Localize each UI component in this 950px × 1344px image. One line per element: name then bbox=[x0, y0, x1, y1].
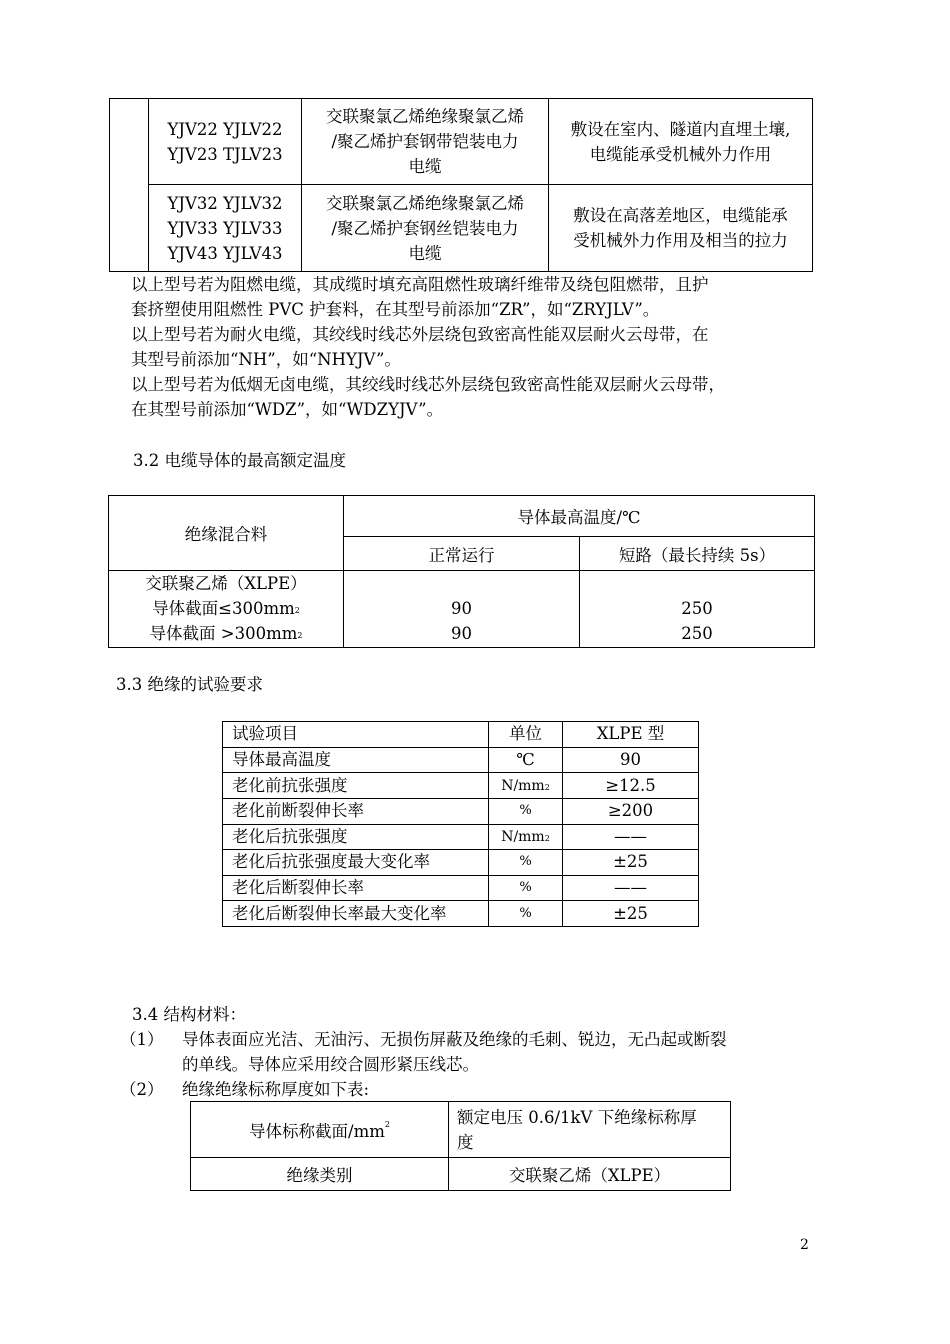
material-cell bbox=[109, 571, 344, 648]
unit: % bbox=[489, 850, 563, 876]
table-row bbox=[223, 901, 699, 927]
note-line: 套挤塑使用阻燃性 PVC 护套料，在其型号前添加“ZR”，如“ZRYJLV”。 bbox=[131, 300, 660, 319]
table-row bbox=[223, 875, 699, 901]
unit: % bbox=[489, 901, 563, 927]
description-line: 交联聚氯乙烯绝缘聚氯乙烯 bbox=[326, 107, 524, 126]
row1-normal-value: 90 bbox=[451, 599, 472, 618]
table-row bbox=[223, 824, 699, 850]
model-line: YJV23 TJLV23 bbox=[167, 144, 283, 164]
table-row bbox=[223, 850, 699, 876]
model-line: YJV33 YJLV33 bbox=[167, 218, 283, 238]
value: ±25 bbox=[563, 901, 699, 927]
max-temp-group-header: 导体最高温度/℃ bbox=[344, 496, 815, 537]
rated-voltage-line: 度 bbox=[457, 1132, 474, 1152]
conductor-section-header: 导体标称截面$/mm^2$ bbox=[191, 1102, 449, 1158]
test-item: 导体最高温度 bbox=[223, 747, 489, 773]
value: ≥12.5 bbox=[563, 773, 699, 799]
unit-header: 单位 bbox=[489, 722, 563, 748]
test-item: 老化后抗张强度 bbox=[223, 824, 489, 850]
table-row bbox=[223, 798, 699, 824]
max-temperature-table bbox=[108, 495, 815, 648]
test-item: 老化后抗张强度最大变化率 bbox=[223, 850, 489, 876]
unit: $N/mm^2$ bbox=[489, 773, 563, 799]
table-row bbox=[223, 747, 699, 773]
note-line: 以上型号若为阻燃电缆，其成缆时填充高阻燃性玻璃纤维带及绕包阻燃带，且护 bbox=[131, 275, 709, 294]
note-line: 其型号前添加“NH”，如“NHYJV”。 bbox=[131, 350, 401, 369]
usage-cell bbox=[549, 99, 813, 185]
usage-line: 电缆能承受机械外力作用 bbox=[589, 144, 772, 164]
short-circuit-header: 短路（最长持续 5s） bbox=[580, 537, 815, 571]
usage-line: 受机械外力作用及相当的拉力 bbox=[573, 231, 788, 250]
value: 90 bbox=[563, 747, 699, 773]
description-line: 交联聚氯乙烯绝缘聚氯乙烯 bbox=[326, 193, 524, 213]
usage-cell bbox=[549, 185, 813, 272]
usage-line: 敷设在室内、隧道内直埋土壤, bbox=[570, 119, 791, 139]
model-cell bbox=[149, 99, 302, 185]
test-item: 老化后断裂伸长率最大变化率 bbox=[223, 901, 489, 927]
short-values-cell bbox=[580, 571, 815, 648]
unit: ℃ bbox=[489, 747, 563, 773]
test-item: 老化前断裂伸长率 bbox=[223, 798, 489, 824]
table-row bbox=[223, 773, 699, 799]
row1-short-value: 250 bbox=[681, 599, 713, 618]
model-line: YJV22 YJLV22 bbox=[167, 119, 283, 139]
insulation-type-value: 交联聚乙烯（XLPE） bbox=[449, 1158, 731, 1191]
value: ±25 bbox=[563, 850, 699, 876]
blank-category-cell bbox=[110, 99, 149, 272]
usage-line: 敷设在高落差地区，电缆能承 bbox=[573, 206, 788, 225]
row1-label: 导体截面$\le 300mm^2$ bbox=[152, 599, 300, 618]
value: —— bbox=[563, 875, 699, 901]
page-number: 2 bbox=[800, 1237, 809, 1253]
unit: % bbox=[489, 875, 563, 901]
description-line: /聚乙烯护套钢带铠装电力 bbox=[331, 132, 519, 151]
item-1-text: 导体表面应光洁、无油污、无损伤屏蔽及绝缘的毛刺、锐边，无凸起或断裂 bbox=[182, 1030, 727, 1049]
rated-voltage-header bbox=[449, 1102, 731, 1158]
model-line: YJV43 YJLV43 bbox=[167, 243, 283, 263]
note-line: 以上型号若为耐火电缆，其绞线时线芯外层绕包致密高性能双层耐火云母带，在 bbox=[131, 325, 709, 344]
insulation-type-label: 绝缘类别 bbox=[191, 1158, 449, 1191]
row2-short-value: 250 bbox=[681, 624, 713, 643]
note-line: 在其型号前添加“WDZ”，如“WDZYJV”。 bbox=[131, 400, 444, 419]
item-2-text: 绝缘绝缘标称厚度如下表: bbox=[182, 1080, 370, 1099]
value: ≥200 bbox=[563, 798, 699, 824]
unit: % bbox=[489, 798, 563, 824]
row2-label: 导体截面 $>300mm^2$ bbox=[149, 624, 303, 643]
insulation-thickness-table bbox=[190, 1101, 731, 1191]
unit: $N/mm^2$ bbox=[489, 824, 563, 850]
note-line: 以上型号若为低烟无卤电缆，其绞线时线芯外层绕包致密高性能双层耐火云母带， bbox=[131, 375, 725, 394]
item-1-number: （1） bbox=[120, 1030, 164, 1049]
normal-values-cell bbox=[344, 571, 580, 648]
xlpe-header: XLPE 型 bbox=[563, 722, 699, 748]
test-item: 老化后断裂伸长率 bbox=[223, 875, 489, 901]
value: —— bbox=[563, 824, 699, 850]
section-3-2-heading: 3.2 电缆导体的最高额定温度 bbox=[133, 451, 346, 470]
test-item-header: 试验项目 bbox=[223, 722, 489, 748]
item-1-text: 的单线。导体应采用绞合圆形紧压线芯。 bbox=[182, 1055, 479, 1074]
normal-operation-header: 正常运行 bbox=[344, 537, 580, 571]
description-cell bbox=[302, 185, 549, 272]
cable-model-table bbox=[109, 98, 813, 272]
insulation-compound-header: 绝缘混合料 bbox=[109, 496, 344, 571]
model-cell bbox=[149, 185, 302, 272]
section-3-3-heading: 3.3 绝缘的试验要求 bbox=[116, 675, 263, 694]
material-name: 交联聚乙烯（XLPE） bbox=[145, 574, 307, 593]
row2-normal-value: 90 bbox=[451, 624, 472, 643]
description-cell bbox=[302, 99, 549, 185]
item-2-number: （2） bbox=[120, 1080, 164, 1099]
test-item: 老化前抗张强度 bbox=[223, 773, 489, 799]
insulation-test-table bbox=[222, 721, 699, 927]
rated-voltage-line: 额定电压 0.6/1kV 下绝缘标称厚 bbox=[457, 1107, 697, 1127]
section-3-4-heading: 3.4 结构材料： bbox=[132, 1005, 246, 1024]
description-line: /聚乙烯护套钢丝铠装电力 bbox=[331, 218, 519, 238]
description-line: 电缆 bbox=[408, 243, 442, 263]
model-line: YJV32 YJLV32 bbox=[167, 193, 283, 213]
description-line: 电缆 bbox=[408, 157, 442, 176]
